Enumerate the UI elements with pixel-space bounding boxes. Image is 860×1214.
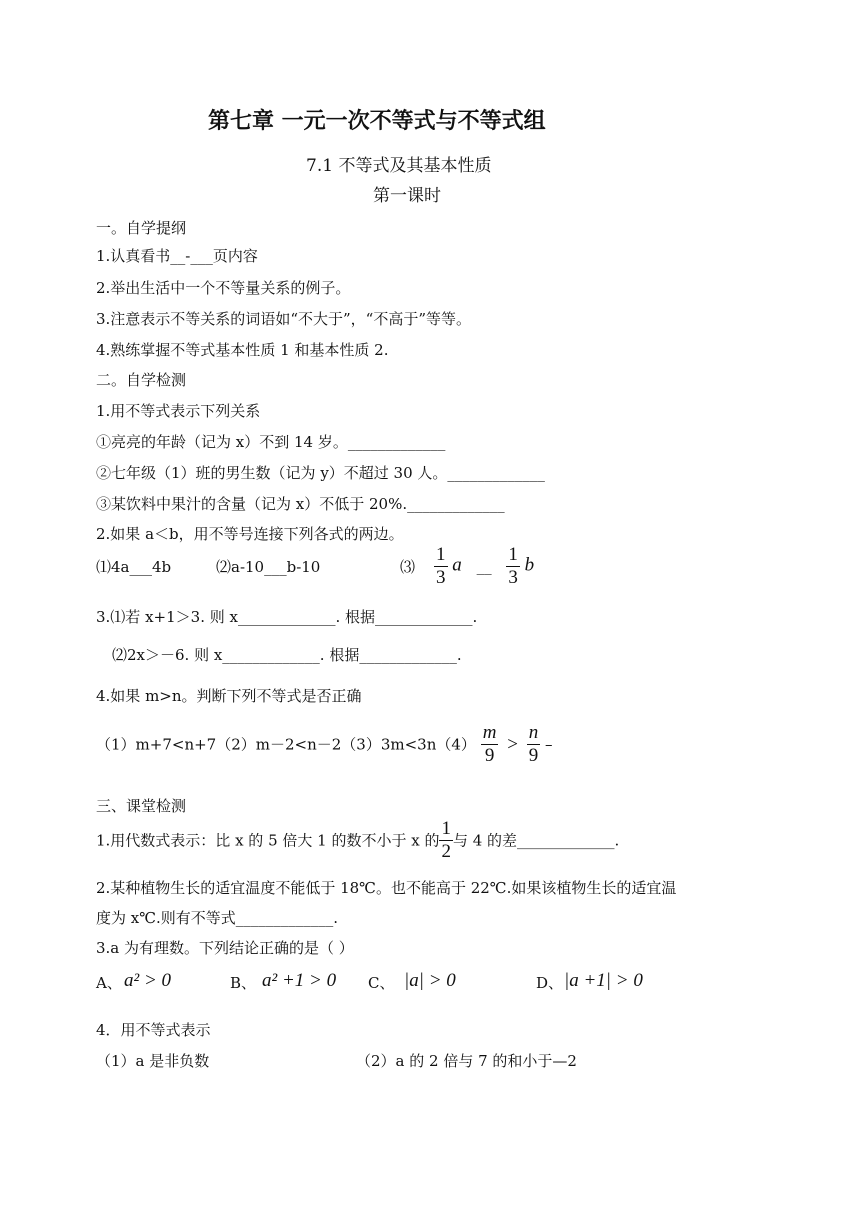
fraction-one-third-a: [434, 544, 534, 589]
denominator: 2: [441, 841, 451, 862]
denominator: 3: [436, 567, 446, 588]
part1-item-1: 1.认真看书__-___页内容: [96, 247, 258, 265]
part1-heading: 一。自学提纲: [96, 219, 187, 237]
var-a: a: [452, 554, 462, 576]
lesson-label: 第一课时: [373, 186, 441, 206]
denominator: 9: [484, 745, 495, 766]
part2-q2-p2: ⑵a-10___b-10: [216, 558, 321, 576]
chapter-title: 第七章 一元一次不等式与不等式组: [208, 109, 546, 134]
denominator: 9: [528, 745, 539, 766]
part2-q1-a: ①亮亮的年龄（记为 x）不到 14 岁。_____________: [96, 433, 446, 451]
part3-q1-post: 与 4 的差_____________.: [452, 831, 620, 850]
part3-q4-stem: 4．用不等式表示: [96, 1021, 211, 1039]
part3-q1-pre: 1.用代数式表示：比 x 的 5 倍大 1 的数不小于 x 的: [96, 831, 440, 850]
part3-q2-line2: 度为 x℃.则有不等式_____________.: [96, 909, 339, 927]
part2-q3-p1: 3.⑴若 x+1＞3. 则 x_____________. 根据_____________.: [96, 608, 478, 626]
option-d-label: D、: [536, 974, 564, 992]
part2-q1-stem: 1.用不等式表示下列关系: [96, 402, 261, 420]
part2-q2-stem: 2.如果 a＜b，用不等号连接下列各式的两边。: [96, 525, 404, 543]
part2-q1-b: ②七年级（1）班的男生数（记为 y）不超过 30 人。_____________: [96, 464, 545, 482]
numerator: 1: [441, 818, 451, 839]
part2-q4-stem: 4.如果 m>n。判断下列不等式是否正确: [96, 687, 362, 705]
option-c-label: C、: [368, 974, 395, 992]
part2-heading: 二。自学检测: [96, 371, 187, 389]
part2-q4-line: [96, 722, 553, 767]
option-d-expr: |a +1| > 0: [564, 970, 643, 991]
part2-q3-p2: ⑵2x＞－6. 则 x_____________. 根据_____________.: [112, 646, 462, 664]
denominator: 3: [508, 567, 518, 588]
blank: __: [476, 556, 492, 575]
part1-item-3: 3.注意表示不等关系的词语如“不大于”，“不高于”等等。: [96, 310, 471, 328]
trailing-dash: –: [545, 735, 553, 754]
section-title: 7.1 不等式及其基本性质: [306, 156, 492, 176]
part1-item-2: 2.举出生活中一个不等量关系的例子。: [96, 279, 351, 297]
part3-q3-stem: 3.a 为有理数。下列结论正确的是（ ）: [96, 939, 354, 957]
part2-q1-c: ③某饮料中果汁的含量（记为 x）不低于 20%._____________: [96, 495, 505, 513]
part2-q2-p1: ⑴4a___4b: [96, 558, 172, 576]
part3-q4-p2: （2）a 的 2 倍与 7 的和小于—2: [356, 1052, 577, 1070]
option-b-expr: a² +1 > 0: [262, 970, 337, 991]
part3-heading: 三、课堂检测: [96, 797, 187, 815]
numerator: m: [482, 722, 497, 743]
numerator: n: [528, 722, 539, 743]
numerator: 1: [508, 544, 518, 565]
part3-q1: [96, 818, 619, 863]
option-c-expr: |a| > 0: [404, 970, 456, 991]
option-b-label: B、: [230, 974, 257, 992]
option-a-label: A、: [96, 974, 122, 992]
part2-q2-p3: ⑶: [400, 558, 416, 576]
part2-q4-parts: （1）m+7<n+7（2）m－2<n－2（3）3m<3n（4）: [96, 735, 476, 754]
var-b: b: [524, 554, 535, 576]
numerator: 1: [436, 544, 446, 565]
part3-q4-p1: （1）a 是非负数: [96, 1052, 210, 1070]
part1-item-4: 4.熟练掌握不等式基本性质 1 和基本性质 2.: [96, 341, 389, 359]
option-a-expr: a² > 0: [124, 970, 172, 991]
gt-sign: >: [507, 733, 518, 755]
part3-q2-line1: 2.某种植物生长的适宜温度不能低于 18℃。也不能高于 22℃.如果该植物生长的适宜温: [96, 879, 677, 897]
